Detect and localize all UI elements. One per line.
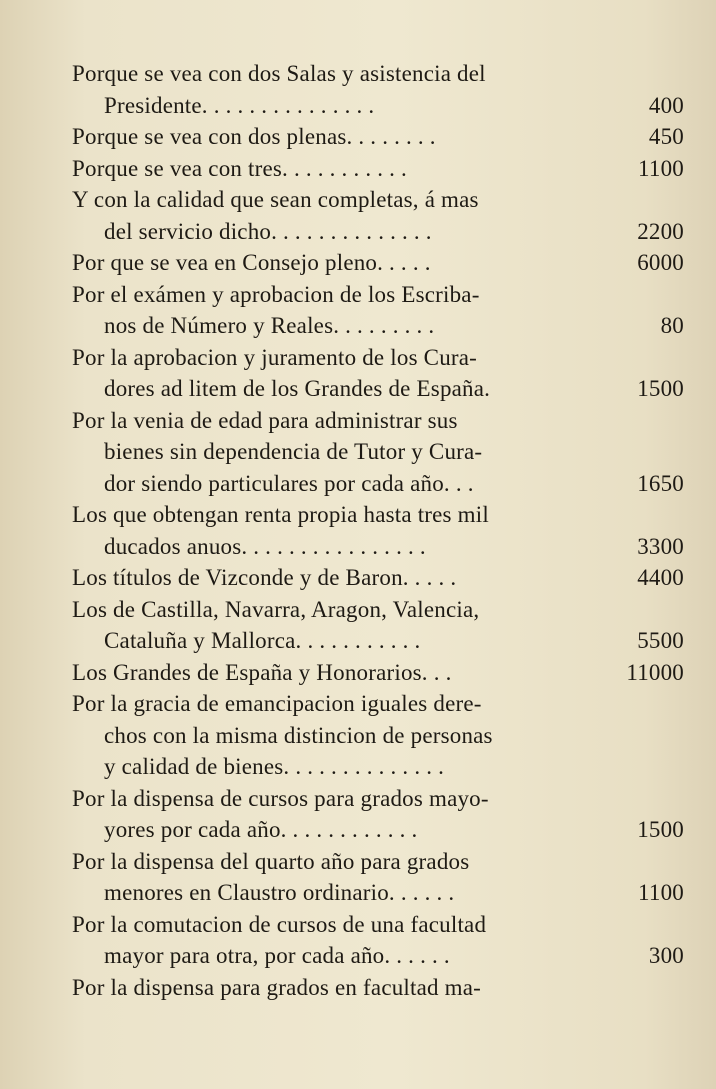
fee-amount: 450 bbox=[648, 124, 684, 149]
fee-amount: 400 bbox=[648, 92, 684, 118]
text-line: Porque se vea con dos plenas. . . . . . . . 450 bbox=[72, 121, 684, 153]
text-line: Y con la calidad que sean completas, á mas bbox=[72, 187, 479, 212]
text-line: chos con la misma distincion de personas bbox=[104, 722, 493, 748]
fee-amount: 3300 bbox=[637, 533, 684, 559]
text-line: yores por cada año. . . . . . . . . . . . 1500 bbox=[72, 814, 684, 846]
text-line: Porque se vea con tres. . . . . . . . . . . 1100 bbox=[72, 153, 684, 185]
text-line: Los Grandes de España y Honorarios. . . 11000 bbox=[72, 657, 684, 689]
fee-amount: 1650 bbox=[637, 470, 684, 496]
text-line: Los títulos de Vizconde y de Baron. . . . . 4400 bbox=[72, 562, 684, 594]
text-line: Cataluña y Mallorca. . . . . . . . . . . 5500 bbox=[72, 625, 684, 657]
text-line: dor siendo particulares por cada año. . . 1650 bbox=[72, 468, 684, 500]
fee-amount: 80 bbox=[660, 313, 684, 338]
fee-amount: 5500 bbox=[637, 628, 684, 653]
text-line: Por la aprobacion y juramento de los Cura- bbox=[72, 344, 478, 370]
fee-amount: 2200 bbox=[637, 218, 684, 244]
fee-amount: 300 bbox=[648, 943, 684, 968]
text-line: Por la venia de edad para administrar sus bbox=[72, 407, 458, 433]
fee-amount: 11000 bbox=[626, 659, 684, 685]
text-line: dores ad litem de los Grandes de España. 1500 bbox=[72, 373, 684, 405]
fee-amount: 1500 bbox=[637, 817, 684, 842]
text-line: Por la comutacion de cursos de una facultad bbox=[72, 911, 487, 937]
fee-amount: 1100 bbox=[638, 155, 684, 181]
text-line: mayor para otra, por cada año. . . . . . 300 bbox=[72, 940, 684, 972]
text-line: Por la gracia de emancipacion iguales dere- bbox=[72, 691, 482, 716]
text-line: Por la dispensa del quarto año para grados bbox=[72, 848, 470, 874]
text-line: Por la dispensa de cursos para grados mayo- bbox=[72, 785, 489, 811]
fee-list bbox=[72, 58, 684, 1003]
text-line: del servicio dicho. . . . . . . . . . . . . . 2200 bbox=[72, 216, 684, 248]
text-line: Porque se vea con dos Salas y asistencia del bbox=[72, 61, 486, 86]
text-line: ducados anuos. . . . . . . . . . . . . . . . 3300 bbox=[72, 531, 684, 563]
text-line: Los que obtengan renta propia hasta tres mil bbox=[72, 502, 489, 527]
text-line: Presidente. . . . . . . . . . . . . . . 400 bbox=[72, 90, 684, 122]
fee-amount: 1500 bbox=[637, 376, 684, 401]
text-line: Los de Castilla, Navarra, Aragon, Valencia, bbox=[72, 596, 480, 622]
text-line: y calidad de bienes. . . . . . . . . . . . . . bbox=[104, 754, 445, 779]
fee-amount: 6000 bbox=[637, 250, 684, 275]
fee-amount: 1100 bbox=[638, 880, 684, 905]
text-line: Por el exámen y aprobacion de los Escriba- bbox=[72, 281, 480, 307]
text-line: menores en Claustro ordinario. . . . . . 1100 bbox=[72, 877, 684, 909]
text-line: bienes sin dependencia de Tutor y Cura- bbox=[104, 439, 483, 464]
fee-amount: 4400 bbox=[637, 565, 684, 590]
text-line: Por que se vea en Consejo pleno. . . . . 6000 bbox=[72, 247, 684, 279]
text-line: nos de Número y Reales. . . . . . . . . 80 bbox=[72, 310, 684, 342]
text-line: Por la dispensa para grados en facultad ma- bbox=[72, 974, 482, 1000]
